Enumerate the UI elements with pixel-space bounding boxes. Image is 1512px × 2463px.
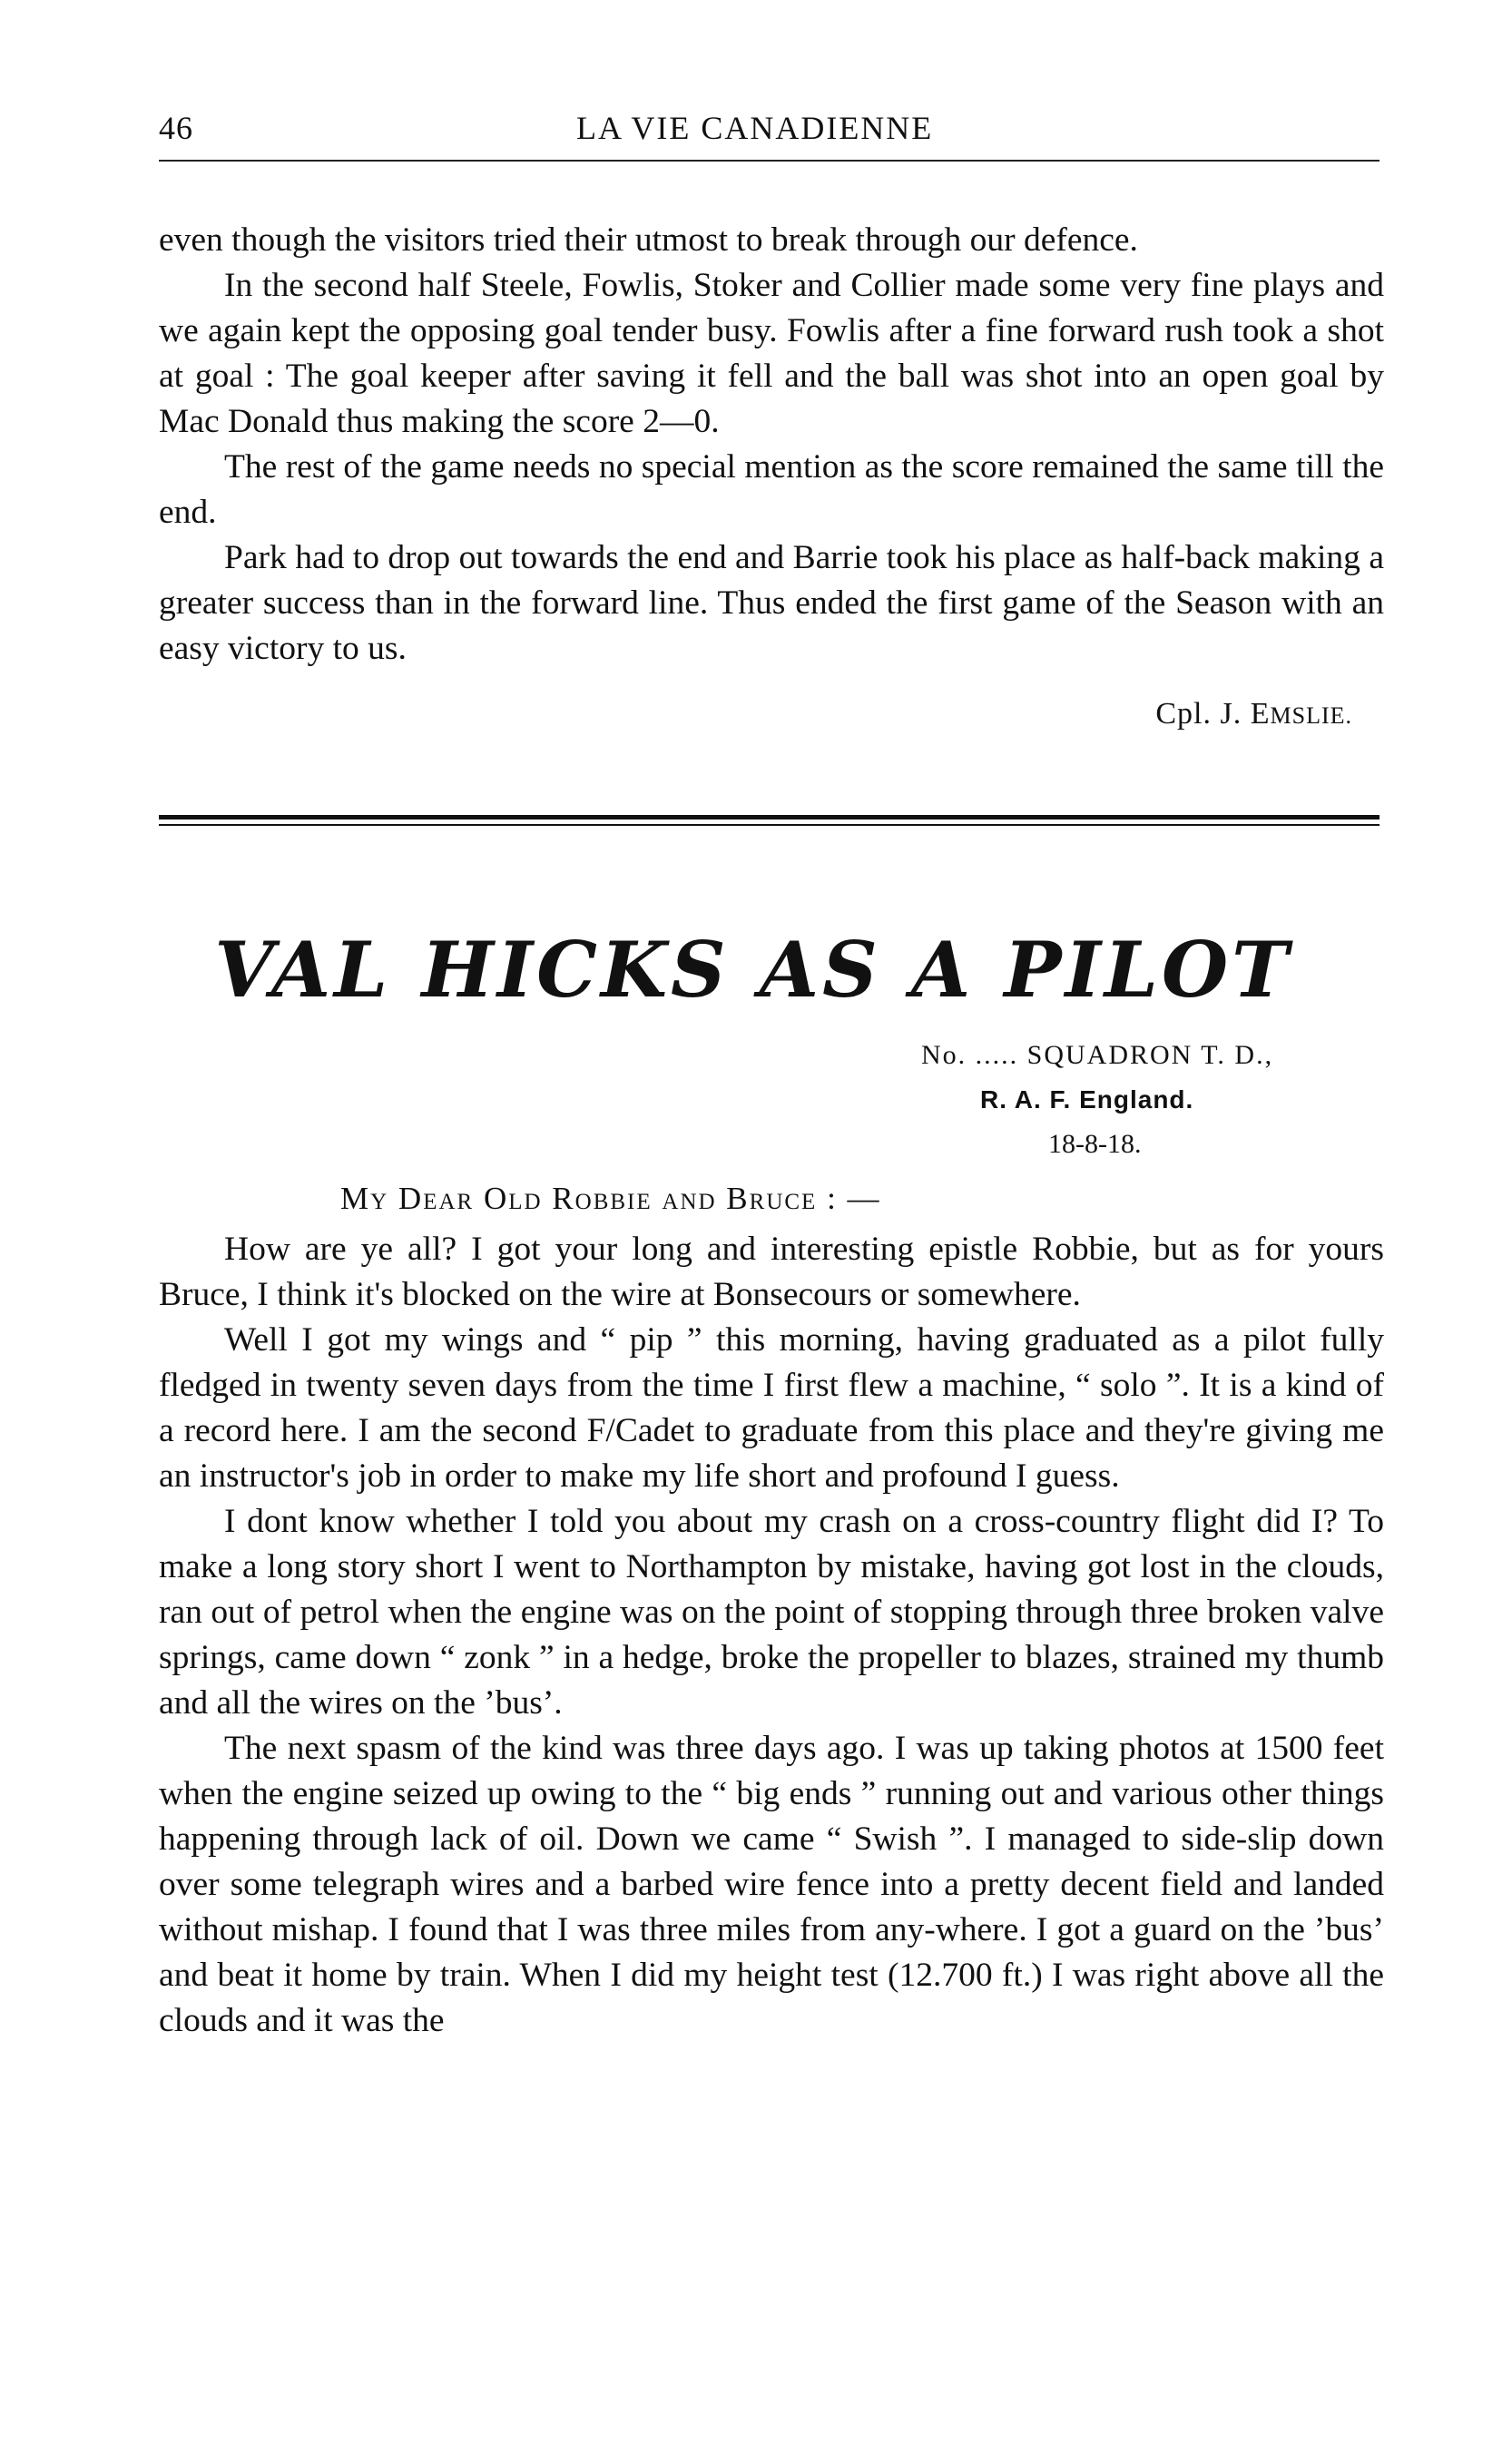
previous-article — [159, 218, 1384, 731]
paragraph: I dont know whether I told you about my crash on a cross-country flight did I? To make a long story short I went to Northampton by mistake, having got lost in the clouds, ran out of petrol when the engine was on the point of stopping through three broken valve springs, came down “ zonk ” in a hedge, broke the propeller to blazes, strained my thumb and all the wires on the ’bus’. — [159, 1503, 1384, 1722]
letter-salutation: My Dear Old Robbie and Bruce : — — [340, 1181, 881, 1216]
letter-dateline — [159, 1040, 1384, 1176]
article-title: VAL HICKS AS A PILOT — [214, 925, 1292, 1015]
author-signature — [159, 697, 1352, 731]
dateline-location: R. A. F. England. — [980, 1085, 1194, 1114]
magazine-page — [159, 109, 1384, 2044]
paragraph: Park had to drop out towards the end and Barrie took his place as half-back making a greater success than in the forward line. Thus ended the first game of the Season with an easy victory to us. — [159, 539, 1384, 667]
letter-body — [159, 1227, 1384, 2044]
signature-rest: MSLIE. — [1270, 702, 1352, 729]
paragraph: How are ye all? I got your long and interesting epistle Robbie, but as for yours Bruce, I think it's blocked on the wire at Bonsecours or somewhere. — [159, 1231, 1384, 1313]
dateline-squadron: No. ..... SQUADRON T. D., — [921, 1040, 1274, 1070]
page-number: 46 — [159, 110, 193, 146]
paragraph: The rest of the game needs no special mention as the score remained the same till the end. — [159, 448, 1384, 531]
paragraph: even though the visitors tried their utmost to break through our defence. — [159, 221, 1138, 259]
paragraph: Well I got my wings and “ pip ” this morning, having graduated as a pilot fully fledged in twenty seven days from the time I first flew a machine, “ solo ”. It is a kind of a record here. I am the second F/Cadet to graduate from this place and they're giving me an instructor's job in order to make my life short and profound I guess. — [159, 1321, 1384, 1495]
section-divider — [159, 815, 1379, 826]
signature-prefix: Cpl. J. E — [1155, 697, 1271, 731]
paragraph: The next spasm of the kind was three days ago. I was up taking photos at 1500 feet when the engine seized up owing to the “ big ends ” running out and various other things happening through lack of oil. Down we came “ Swish ”. I managed to side-slip down over some telegraph wires and a barbed wire fence into a pretty decent field and landed without mishap. I found that I was three miles from any-where. I got a guard on the ’bus’ and beat it home by train. When I did my height test (12.700 ft.) I was right above all the clouds and it was the — [159, 1730, 1384, 2039]
running-title: LA VIE CANADIENNE — [576, 110, 934, 146]
divider-thin-line — [159, 824, 1379, 826]
page-header — [159, 109, 1384, 154]
dateline-date: 18-8-18. — [1048, 1129, 1142, 1159]
paragraph: In the second half Steele, Fowlis, Stoker and Collier made some very fine plays and we again kept the opposing goal tender busy. Fowlis after a fine forward rush took a shot at goal : The goal keeper after saving it fell and the ball was shot into an open goal by Mac Donald thus making the score 2—0. — [159, 267, 1384, 440]
divider-thick-line — [159, 815, 1379, 819]
header-rule — [159, 160, 1379, 162]
